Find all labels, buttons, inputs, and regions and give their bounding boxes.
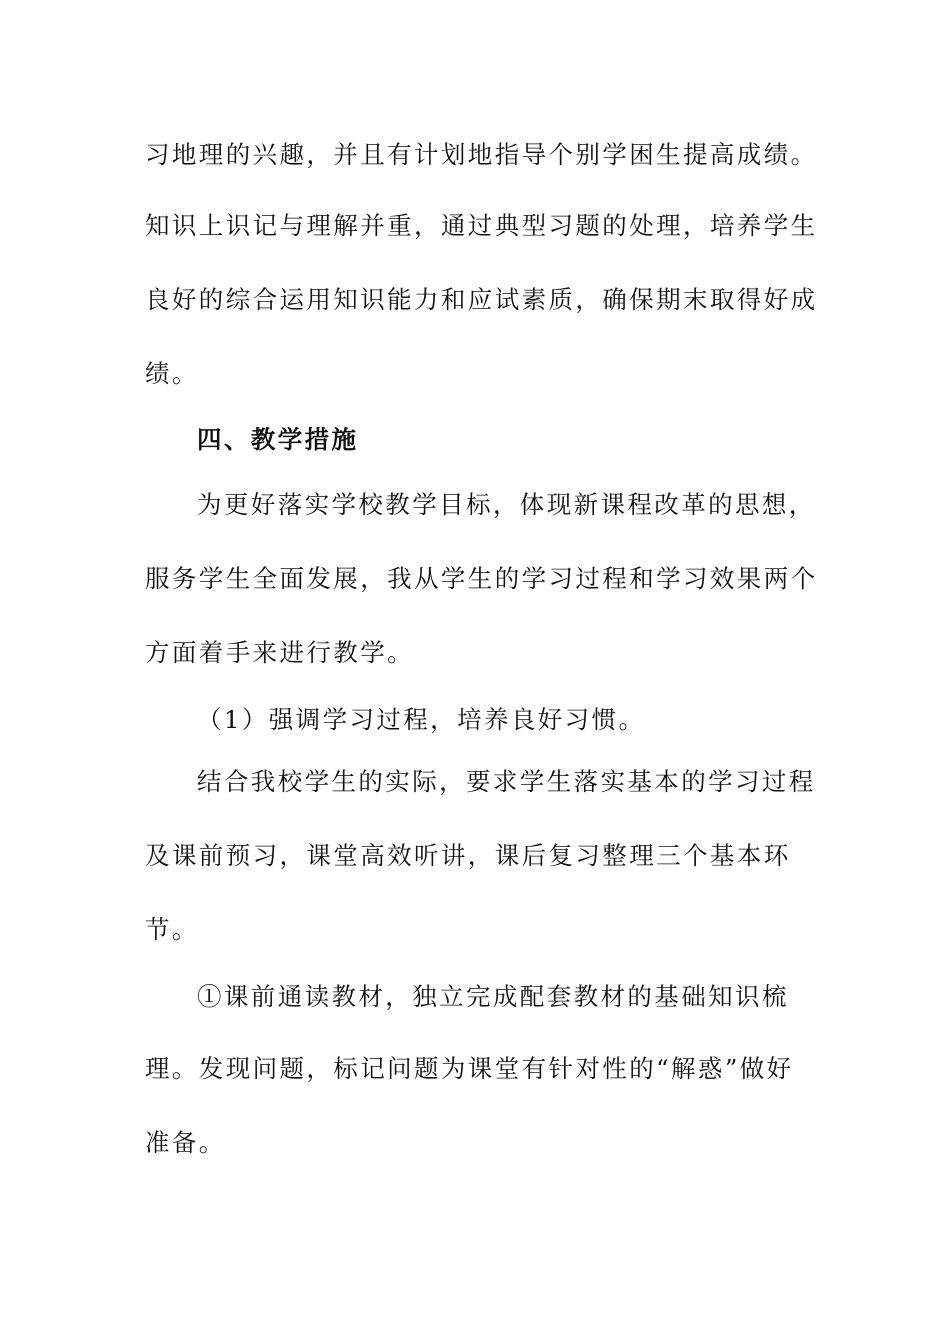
paragraph-line: 绩。 bbox=[145, 359, 199, 388]
paragraph-line: 知识上识记与理解并重，通过典型习题的处理，培养学生 bbox=[145, 211, 818, 240]
paragraph-line: 为更好落实学校教学目标，体现新课程改革的思想， bbox=[197, 490, 816, 519]
paragraph-line: 理。发现问题，标记问题为课堂有针对性的“解惑”做好 bbox=[145, 1054, 794, 1083]
subsection-heading: （1）强调学习过程，培养良好习惯。 bbox=[197, 705, 646, 734]
paragraph-line: 结合我校学生的实际，要求学生落实基本的学习过程 bbox=[197, 767, 816, 796]
paragraph-line: ①课前通读教材，独立完成配套教材的基础知识梳 bbox=[197, 982, 789, 1011]
section-heading: 四、教学措施 bbox=[197, 425, 359, 454]
paragraph-line: 良好的综合运用知识能力和应试素质，确保期末取得好成 bbox=[145, 285, 818, 314]
paragraph-line: 及课前预习，课堂高效听讲，课后复习整理三个基本环 bbox=[145, 841, 791, 870]
paragraph-line: 节。 bbox=[145, 915, 199, 944]
paragraph-line: 方面着手来进行教学。 bbox=[145, 638, 414, 667]
paragraph-line: 服务学生全面发展，我从学生的学习过程和学习效果两个 bbox=[145, 564, 818, 593]
paragraph-line: 习地理的兴趣，并且有计划地指导个别学困生提高成绩。 bbox=[145, 140, 818, 169]
paragraph-line: 准备。 bbox=[145, 1128, 226, 1157]
